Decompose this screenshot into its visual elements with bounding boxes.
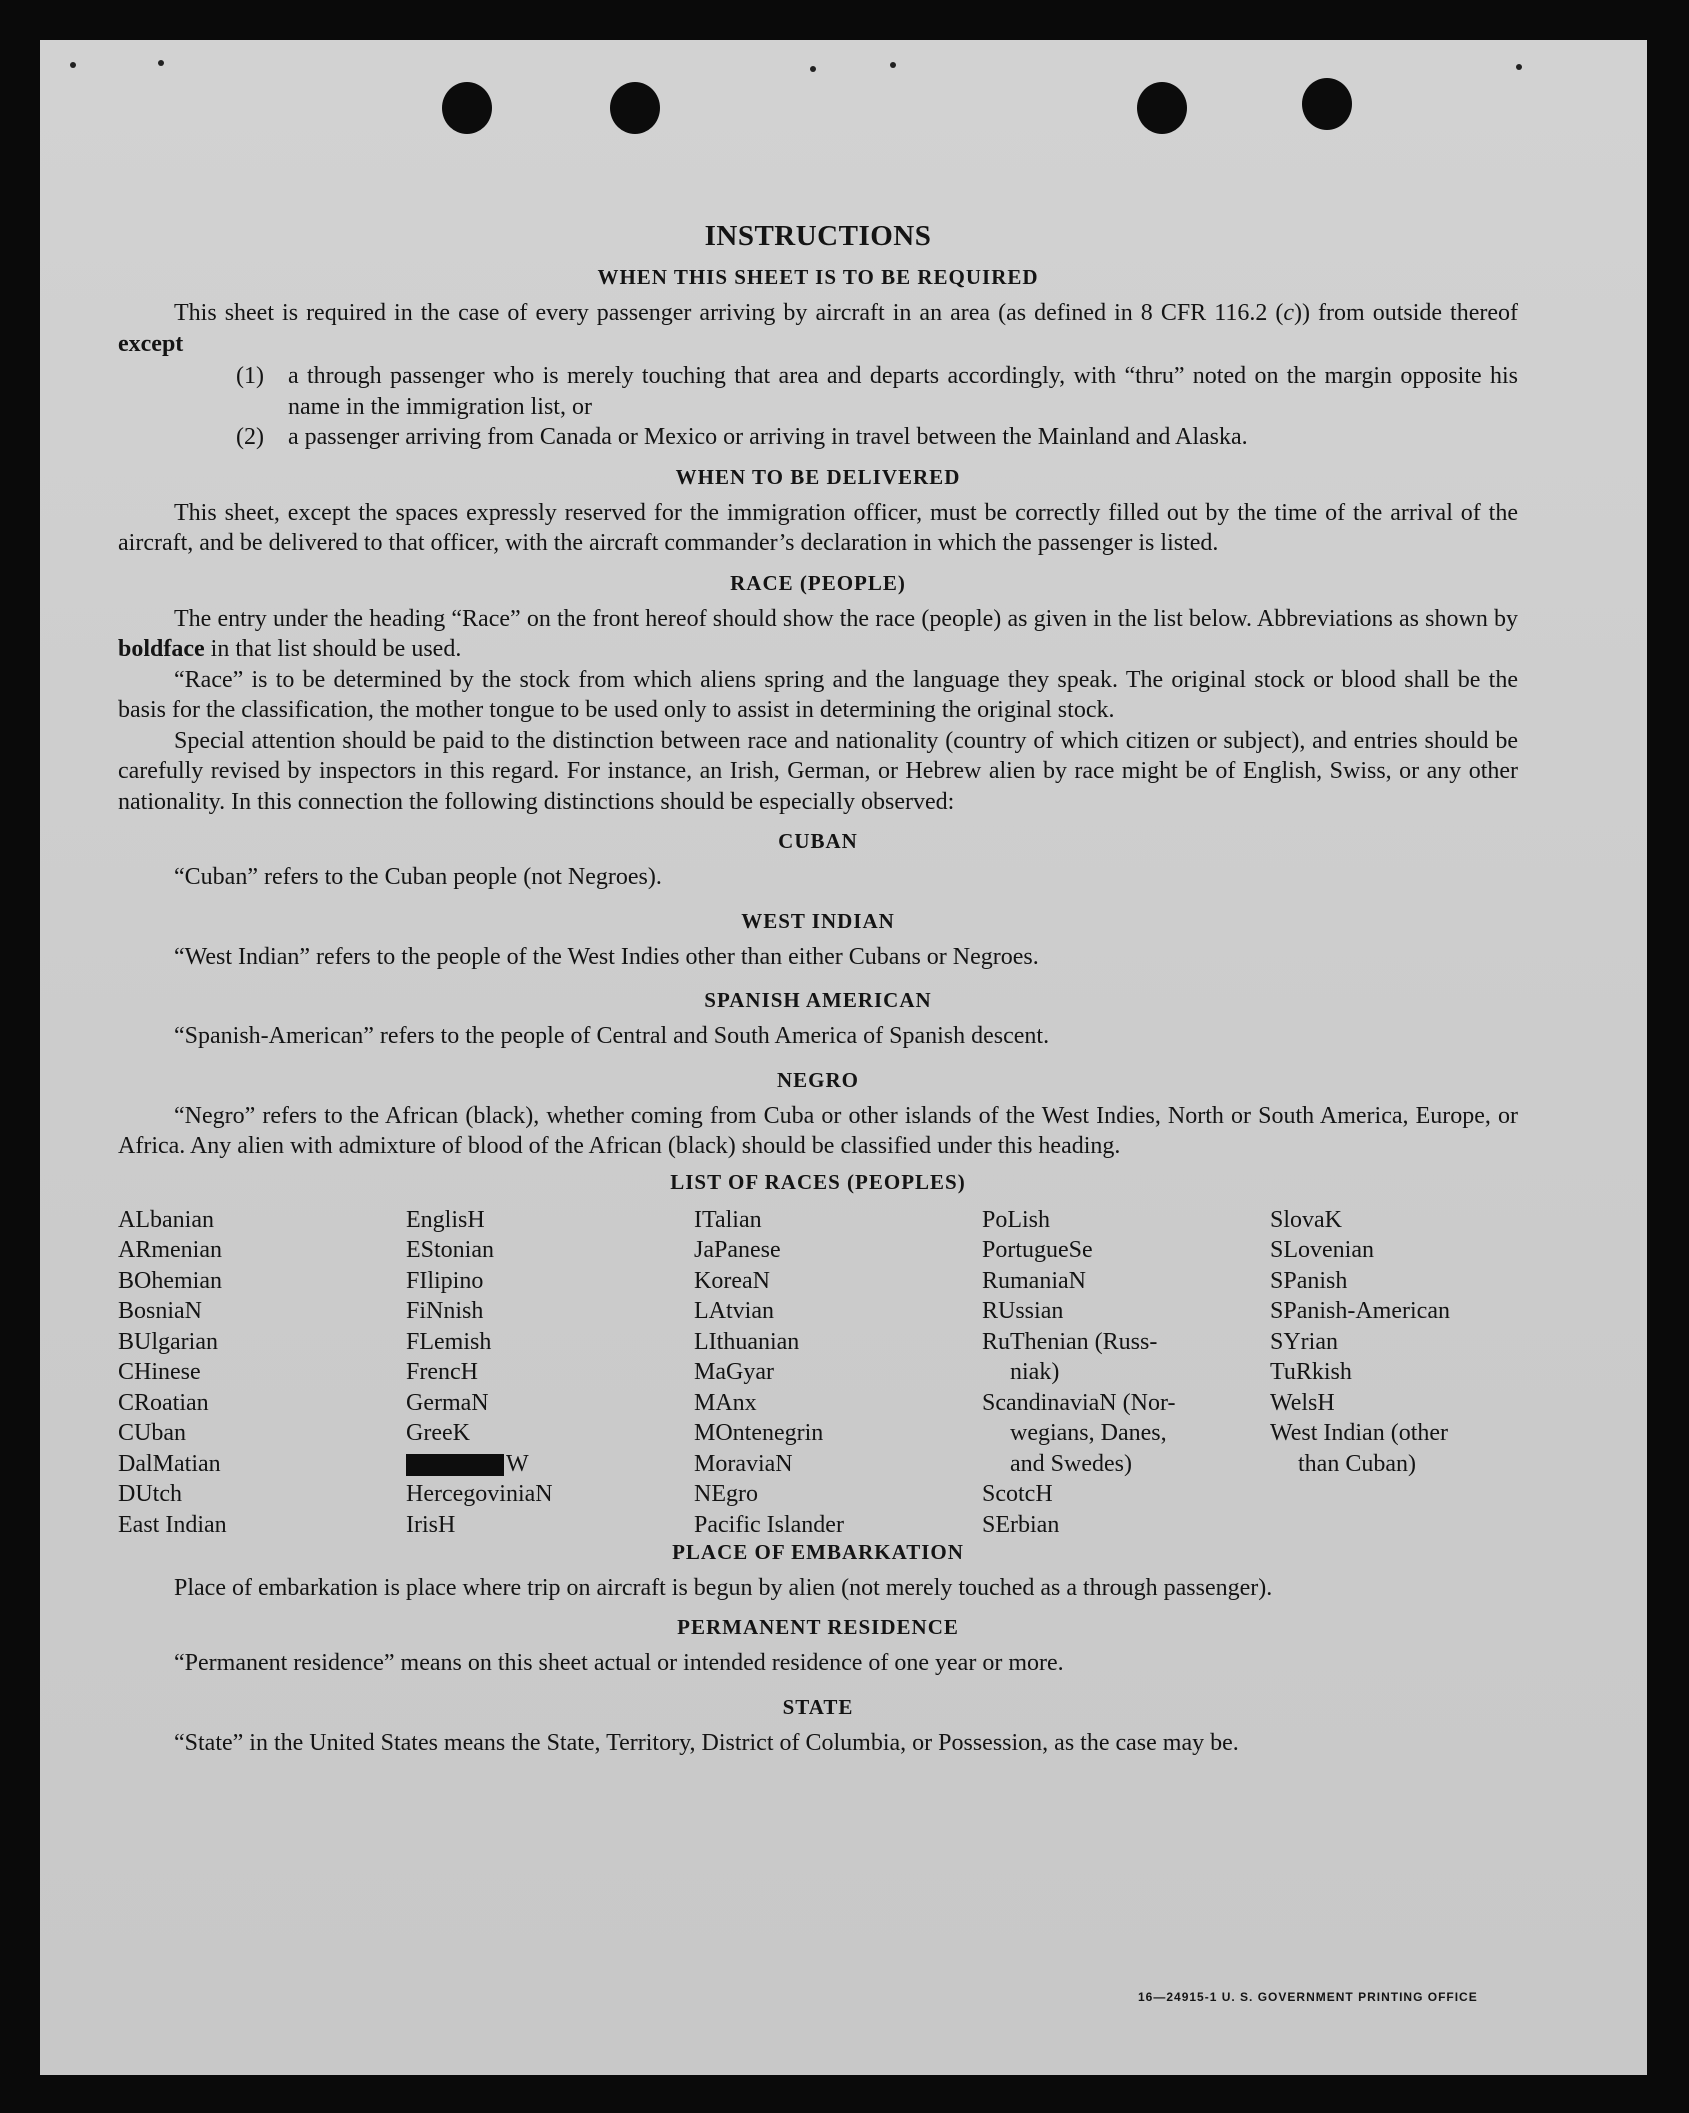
race-item: SlovaK [1270, 1206, 1342, 1233]
race-item-redacted: W [406, 1449, 553, 1480]
embarkation-text: Place of embarkation is place where trip on aircraft is begun by alien (not merely touched as a through passenger). [174, 1574, 1273, 1601]
race-item-continued: wegians, Danes, [1010, 1420, 1167, 1446]
race-item: FiNnish [406, 1298, 484, 1324]
race-item-continued: and Swedes) [1010, 1450, 1132, 1477]
document-sheet [40, 40, 1647, 2075]
race-item: ALbanian [118, 1206, 214, 1233]
race-item: ARmenian [118, 1237, 222, 1263]
section-heading-embarkation: PLACE OF EMBARKATION [672, 1539, 964, 1564]
section-heading-residence: PERMANENT RESIDENCE [677, 1615, 959, 1639]
race-item: MAnx [694, 1389, 757, 1416]
race-item: NEgro [694, 1481, 758, 1507]
negro-text: “Negro” refers to the African (black), whether coming from Cuba or other islands of the West Indies, North or South America, Europe, or Africa. Any alien with admixture of blood of the African (black) should be classified under this heading. [118, 1102, 1518, 1159]
section-heading-cuban: CUBAN [778, 829, 858, 853]
race-item: WelsH [1270, 1389, 1335, 1416]
punch-hole [1137, 82, 1187, 134]
section-heading-races-list: LIST OF RACES (PEOPLES) [670, 1169, 966, 1194]
west-indian-text: “West Indian” refers to the people of the West Indies other than either Cubans or Negroes. [174, 943, 1039, 970]
race-item: BUlgarian [118, 1328, 218, 1355]
race-item: BosniaN [118, 1298, 202, 1324]
race-item: HercegoviniaN [406, 1481, 553, 1507]
race-item: TuRkish [1270, 1359, 1352, 1385]
race-item: ScotcH [982, 1481, 1053, 1507]
redaction-mark [406, 1454, 504, 1476]
race-item: RumaniaN [982, 1267, 1086, 1294]
race-item: ScandinaviaN (Nor- [982, 1389, 1176, 1416]
when-required-intro: This sheet is required in the case of every passenger arriving by aircraft in an area (as defined in 8 CFR 116.2 (c)) from outside thereof except [118, 300, 1519, 357]
race-item: RUssian [982, 1298, 1064, 1324]
residence-text: “Permanent residence” means on this sheet actual or intended residence of one year or more. [174, 1650, 1064, 1676]
race-paragraph: The entry under the heading “Race” on the front hereof should show the race (people) as given in the list below. Abbreviations as shown by boldface in that list should be used. [118, 605, 1518, 662]
document-body [118, 220, 1518, 1758]
page-title: INSTRUCTIONS [704, 220, 932, 252]
race-item: EStonian [406, 1237, 494, 1263]
race-item: KoreaN [694, 1267, 770, 1294]
race-item: SYrian [1270, 1328, 1338, 1355]
races-column-5 [1270, 1205, 1450, 1480]
race-item: SPanish-American [1270, 1298, 1450, 1324]
race-paragraph: “Race” is to be determined by the stock from which aliens spring and the language they speak. The original stock or blood shall be the basis for the classification, the mother tongue to be used only to assist in determining the original stock. [118, 666, 1518, 723]
race-item: BOhemian [118, 1267, 222, 1294]
race-item: FLemish [406, 1328, 492, 1355]
cuban-text: “Cuban” refers to the Cuban people (not Negroes). [174, 864, 662, 890]
race-item: FrencH [406, 1359, 478, 1385]
section-heading-state: STATE [782, 1694, 854, 1719]
races-list [118, 1205, 1518, 1540]
race-item: SPanish [1270, 1267, 1348, 1294]
race-item: EnglisH [406, 1206, 485, 1233]
section-heading-west-indian: WEST INDIAN [741, 908, 895, 933]
section-heading-when-delivered: WHEN TO BE DELIVERED [675, 464, 961, 489]
race-item: West Indian (other [1270, 1420, 1449, 1446]
race-item: CHinese [118, 1359, 201, 1385]
race-item: ITalian [694, 1206, 762, 1233]
when-delivered-text: This sheet, except the spaces expressly reserved for the immigration officer, must be correctly filled out by the time of the arrival of the aircraft, and be delivered to that officer, with the aircraft commander’s declaration in which the passenger is listed. [118, 499, 1518, 556]
printer-imprint: 16—24915-1 U. S. GOVERNMENT PRINTING OFFICE [1138, 1990, 1478, 2004]
section-heading-when-required: WHEN THIS SHEET IS TO BE REQUIRED [597, 265, 1039, 289]
race-item: GermaN [406, 1389, 489, 1416]
punch-hole [1302, 78, 1352, 130]
race-item: MOntenegrin [694, 1420, 824, 1446]
state-text: “State” in the United States means the State, Territory, District of Columbia, or Possession, as the case may be. [174, 1729, 1239, 1756]
races-column-2 [406, 1205, 553, 1541]
exception-item: (1) a through passenger who is merely touching that area and departs accordingly, with “thru” noted on the margin opposite his name in the immigration list, or [236, 363, 1518, 420]
section-heading-race: RACE (PEOPLE) [730, 570, 906, 595]
speck-mark [810, 66, 816, 72]
section-heading-spanish-american: SPANISH AMERICAN [704, 988, 932, 1012]
speck-mark [890, 62, 896, 68]
races-column-3 [694, 1205, 844, 1541]
race-item: CRoatian [118, 1389, 209, 1416]
race-item: PortugueSe [982, 1237, 1093, 1263]
punch-hole [610, 82, 660, 134]
race-item: FIlipino [406, 1267, 484, 1294]
races-column-1 [118, 1205, 227, 1541]
speck-mark [1516, 64, 1522, 70]
race-item: MoraviaN [694, 1450, 793, 1477]
races-column-4 [982, 1205, 1175, 1541]
race-item: GreeK [406, 1420, 470, 1446]
race-item: East Indian [118, 1511, 227, 1538]
spanish-american-text: “Spanish-American” refers to the people of Central and South America of Spanish descent. [174, 1023, 1050, 1049]
speck-mark [70, 62, 76, 68]
race-item-continued: than Cuban) [1298, 1450, 1416, 1477]
race-item: SErbian [982, 1511, 1060, 1538]
race-item: CUban [118, 1420, 186, 1446]
race-paragraph: Special attention should be paid to the distinction between race and nationality (country of which citizen or subject), and entries should be carefully revised by inspectors in this regard. For instance, an Irish, German, or Hebrew alien by race might be of English, Swiss, or any other nationality. In this connection the following distinctions should be especially observed: [118, 727, 1518, 815]
race-item: MaGyar [694, 1359, 774, 1385]
race-item: LAtvian [694, 1298, 774, 1324]
race-item-continued: niak) [1010, 1359, 1060, 1385]
race-item: DalMatian [118, 1450, 221, 1477]
race-item: JaPanese [694, 1237, 781, 1263]
race-item: Pacific Islander [694, 1511, 844, 1538]
punch-hole [442, 82, 492, 134]
race-item: PoLish [982, 1206, 1051, 1233]
exception-list [236, 361, 1518, 453]
race-item: RuThenian (Russ- [982, 1328, 1158, 1355]
race-item: IrisH [406, 1511, 456, 1538]
speck-mark [158, 60, 164, 66]
race-item: DUtch [118, 1481, 182, 1507]
race-item: LIthuanian [694, 1328, 800, 1355]
section-heading-negro: NEGRO [776, 1067, 859, 1092]
race-item: SLovenian [1270, 1237, 1374, 1263]
exception-item: (2) a passenger arriving from Canada or Mexico or arriving in travel between the Mainland and Alaska. [236, 424, 1248, 450]
